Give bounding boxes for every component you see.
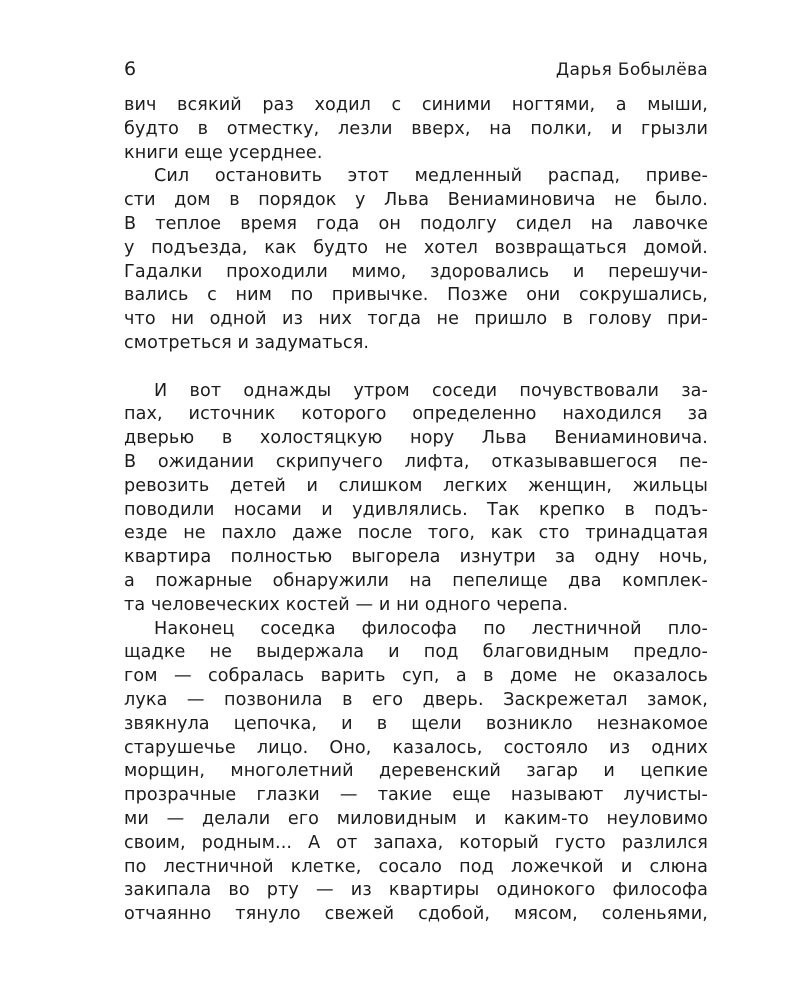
text-line: Наконец соседка философа по лестничной пло- xyxy=(154,618,708,639)
section-break xyxy=(124,356,708,380)
paragraph xyxy=(124,380,708,618)
text-line: вич всякий раз ходил с синими ногтями, а мыши, xyxy=(124,95,708,115)
text-line: Гадалки проходили мимо, здоровались и перешучи- xyxy=(124,261,708,282)
text-line: по лестничной клетке, сосало под ложечкой и слюна xyxy=(124,856,708,877)
text-line: прозрачные глазки — такие еще называют лучисты- xyxy=(124,785,708,806)
text-line: В ожидании скрипучего лифта, отказывавшегося пе- xyxy=(124,451,708,472)
paragraph xyxy=(124,165,708,355)
body-text xyxy=(124,94,708,927)
text-line: пах, источник которого определенно находился за xyxy=(124,404,708,425)
text-line: книги еще усерднее. xyxy=(124,142,323,163)
text-line: морщин, многолетний деревенский загар и цепкие xyxy=(124,761,708,782)
text-line: дверью в холостяцкую нору Льва Вениаминовича. xyxy=(124,428,708,449)
text-line: что ни одной из них тогда не пришло в голову при- xyxy=(124,309,708,330)
text-line: а пожарные обнаружили на пепелище два комплек- xyxy=(124,570,708,591)
text-line: своим, родным... А от запаха, который густо разлился xyxy=(124,832,708,853)
text-line: Сил остановить этот медленный распад, приве- xyxy=(154,166,708,187)
text-line: гом — собралась варить суп, а в доме не оказалось xyxy=(124,666,708,687)
text-line: поводили носами и удивлялись. Так крепко в подъ- xyxy=(124,499,708,520)
page-number: 6 xyxy=(124,58,137,80)
paragraph xyxy=(124,618,708,927)
text-line: отчаянно тянуло свежей сдобой, мясом, соленьями, xyxy=(124,904,708,925)
text-line: та человеческих костей — и ни одного черепа. xyxy=(124,594,569,615)
text-line: сти дом в порядок у Льва Вениаминовича не было. xyxy=(124,190,708,211)
text-line: старушечье лицо. Оно, казалось, состояло из одних xyxy=(124,737,708,758)
paragraph xyxy=(124,94,708,165)
text-line: закипала во рту — из квартиры одинокого философа xyxy=(124,880,708,901)
text-line: В теплое время года он подолгу сидел на лавочке xyxy=(124,213,708,234)
text-line: щадке не выдержала и под благовидным предло- xyxy=(124,642,708,663)
text-line: ревозить детей и слишком легких женщин, жильцы xyxy=(124,475,708,496)
text-line: И вот однажды утром соседи почувствовали за- xyxy=(154,380,708,401)
text-line: езде не пахло даже после того, как сто тринадцатая xyxy=(124,523,708,544)
text-line: квартира полностью выгорела изнутри за одну ночь, xyxy=(124,547,708,568)
text-line: лука — позвонила в его дверь. Заскрежетал замок, xyxy=(124,689,708,710)
text-line: вались с ним по привычке. Позже они сокрушались, xyxy=(124,285,708,306)
text-line: смотреться и задуматься. xyxy=(124,332,370,353)
text-line: у подъезда, как будто не хотел возвращаться домой. xyxy=(124,237,708,258)
book-page xyxy=(124,58,708,927)
text-line: будто в отместку, лезли вверх, на полки, и грызли xyxy=(124,118,708,139)
text-line: ми — делали его миловидным и каким-то неуловимо xyxy=(124,808,708,829)
text-line: звякнула цепочка, и в щели возникло незнакомое xyxy=(124,713,708,734)
author-name: Дарья Бобылёва xyxy=(555,60,708,80)
running-header xyxy=(124,58,708,88)
